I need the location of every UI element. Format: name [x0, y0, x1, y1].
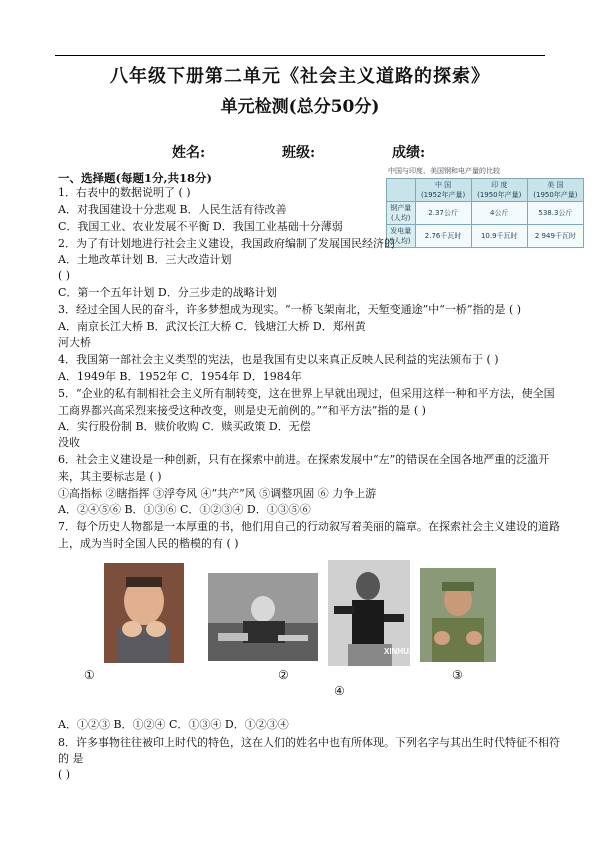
question-line: 8．许多事物往往被印上时代的特色，这在人们的姓名中也有所体现。下列名字与其出生时代特征不相符 — [58, 736, 560, 749]
table-header — [387, 179, 416, 202]
option-line: A．南京长江大桥 B．武汉长江大桥 C．钱塘江大桥 D．郑州黄 — [58, 320, 366, 333]
class-label: 班级: — [282, 145, 316, 161]
score-label: 成绩: — [392, 145, 426, 161]
option-line: A．土地改革计划 B．三大改造计划 — [58, 253, 232, 266]
answer-bracket: ( ) — [58, 768, 71, 781]
top-rule — [55, 55, 545, 56]
table-caption: 中国与印度、美国钢和电产量的比较 — [388, 167, 500, 175]
answer-bracket: ( ) — [58, 269, 71, 282]
table-cell: 4公斤 — [471, 202, 527, 225]
question-line: 7．每个历史人物都是一本厚重的书，他们用自己的行动叙写着美丽的篇章。在探索社会主义建设的道路 — [58, 520, 560, 533]
option-line: A．1949年 B．1952年 C．1954年 D．1984年 — [58, 370, 302, 383]
watermark-text: XINHUA — [384, 647, 415, 656]
option-line: 河大桥 — [58, 336, 91, 349]
comparison-table — [386, 178, 584, 248]
question-line: 3．经过全国人民的奋斗，许多梦想成为现实。“一桥飞架南北，天堑变通途”中“一桥”指的是 ( ) — [58, 303, 522, 316]
photo-label: ② — [278, 668, 289, 682]
photo-3 — [420, 568, 496, 662]
photo-4 — [328, 560, 415, 666]
table-cell: 2 949千瓦时 — [527, 225, 583, 248]
question-line: 5．“企业的私有制相社会主义所有制转变，这在世界上早就出现过，但采用这样一种和平方法，使全国 — [58, 387, 555, 400]
option-line: 没收 — [58, 436, 80, 449]
photo-2 — [208, 573, 318, 661]
question-line: 1．右表中的数据说明了 ( ) — [58, 186, 191, 199]
question-line: 2．为了有计划地进行社会主义建设，我国政府编制了发展国民经济的 — [58, 237, 395, 250]
option-line: C．第一个五年计划 D．分三步走的战略计划 — [58, 286, 277, 299]
option-line: ①高指标 ②瞎指挥 ③浮夸风 ④“共产”风 ⑤调整巩固 ⑥ 力争上游 — [58, 487, 377, 500]
option-line: C．我国工业、农业发展不平衡 D．我国工业基础十分薄弱 — [58, 220, 343, 233]
portrait-photo-1 — [104, 563, 184, 663]
table-cell: 10.9千瓦时 — [471, 225, 527, 248]
table-cell: 538.3公斤 — [527, 202, 583, 225]
table-cell: 钢产量 (人均) — [387, 202, 416, 225]
question-line: 6．社会主义建设是一种创新，只有在探索中前进。在探索发展中“左”的错误在全国各地严重的泛滥开 — [58, 453, 550, 466]
name-label: 姓名: — [172, 145, 206, 161]
photo-label: ① — [84, 668, 95, 682]
option-line: A．②④⑤⑥ B．①③⑥ C．①②③④ D．①③⑤⑥ — [58, 503, 311, 516]
table-header: 中 国 (1952年产量) — [415, 179, 471, 202]
question-line: 上，成为当时全国人民的楷模的有 ( ) — [58, 537, 239, 550]
table-cell: 发电量 (人均) — [387, 225, 416, 248]
table-cell: 2.37公斤 — [415, 202, 471, 225]
page-subtitle: 单元检测(总分50分) — [220, 97, 380, 117]
photo-label: ③ — [452, 668, 463, 682]
photo-label: ④ — [334, 684, 345, 698]
question-line: 4．我国第一部社会主义类型的宪法，也是我国有史以来真正反映人民利益的宪法颁布于 ( ) — [58, 353, 499, 366]
section-heading: 一、选择题(每题1分,共18分) — [58, 171, 212, 185]
option-line: A．①②③ B．①②④ C．①③④ D．①②③④ — [58, 718, 289, 731]
table-header: 印 度 (1950年产量) — [471, 179, 527, 202]
question-line: 工商界都兴高采烈来接受这种改变，则是史无前例的。”“和平方法”指的是 ( ) — [58, 404, 426, 417]
page-title: 八年级下册第二单元《社会主义道路的探索》 — [110, 66, 490, 87]
table-header: 美 国 (1950年产量) — [527, 179, 583, 202]
option-line: A．对我国建设十分悲观 B．人民生活有待改善 — [58, 203, 287, 216]
question-line: 的 是 — [58, 752, 84, 765]
question-line: 来，其主要标志是 ( ) — [58, 470, 162, 483]
table-cell: 2.76千瓦时 — [415, 225, 471, 248]
option-line: A．实行股份制 B．赎价收购 C．赎买政策 D．无偿 — [58, 420, 311, 433]
